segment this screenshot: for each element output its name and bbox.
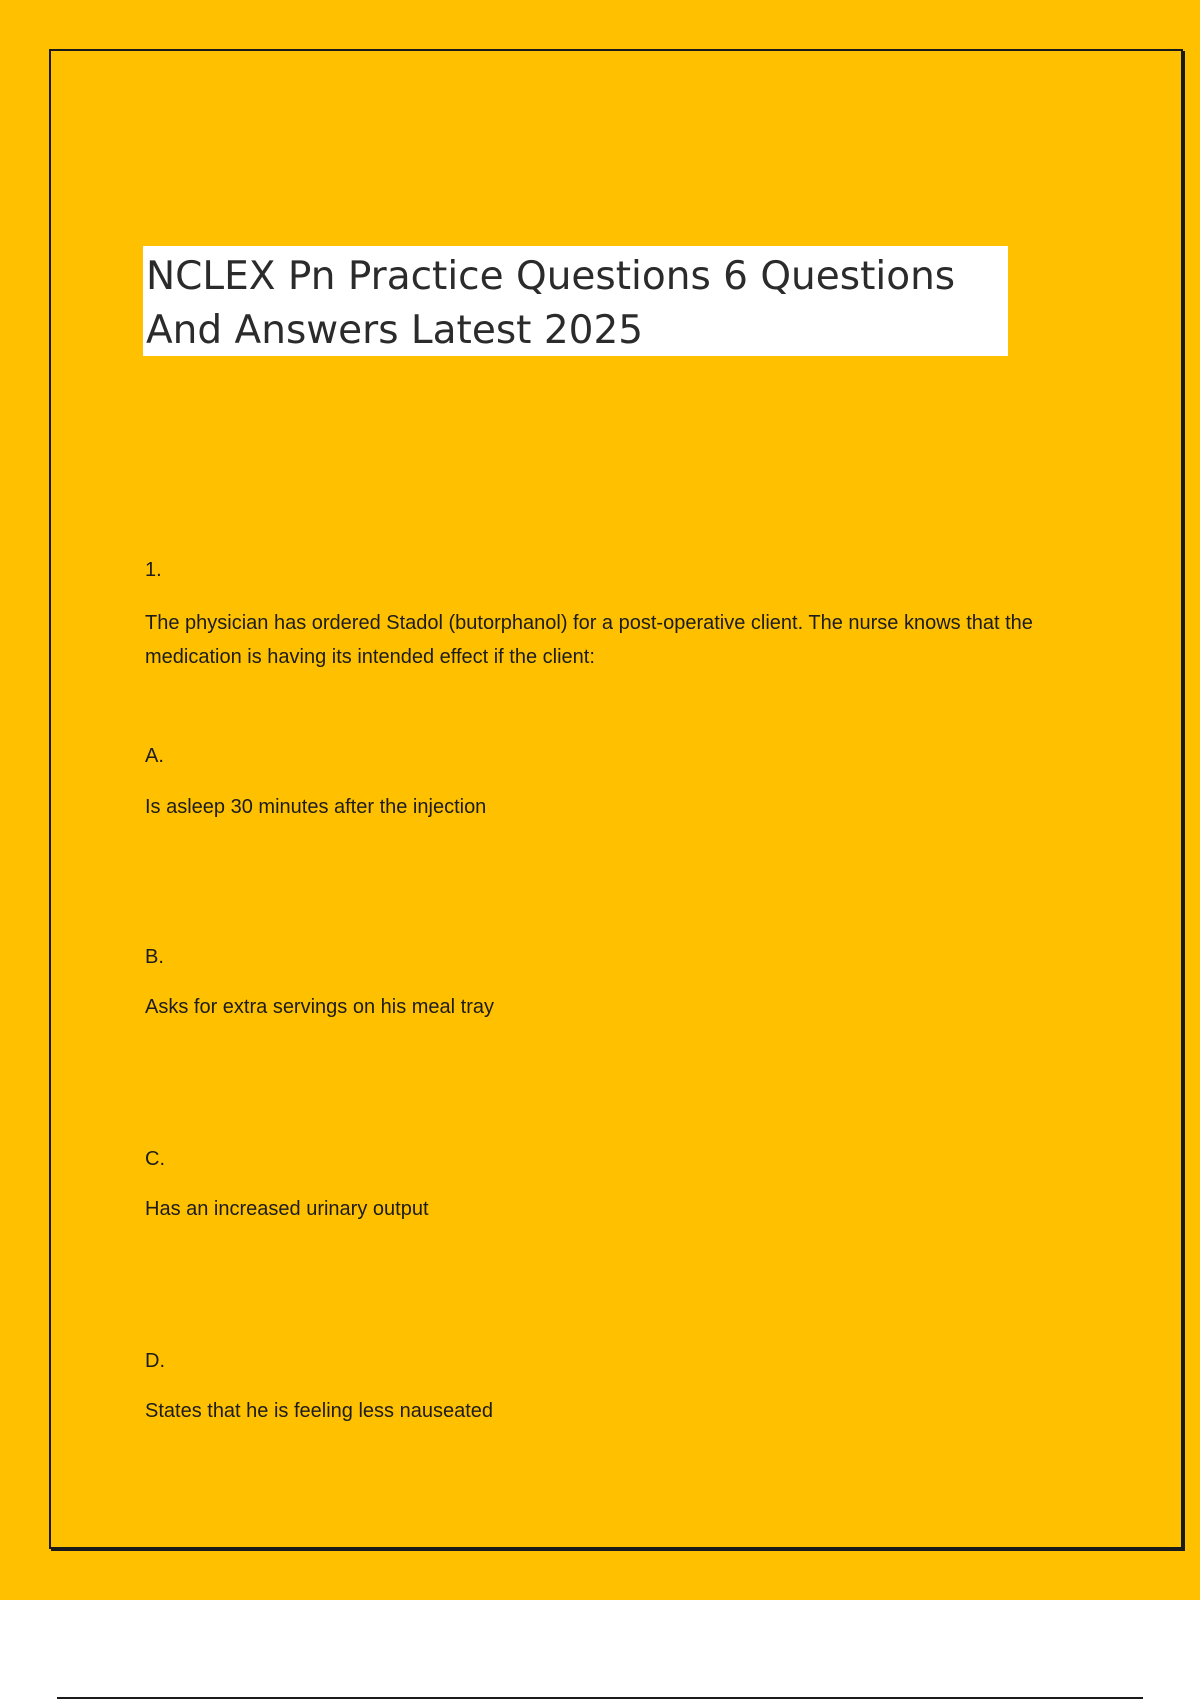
question-text: The physician has ordered Stadol (butorphanol) for a post-operative client. The nurse knows that the medication is having its intended effect if the client: [145, 612, 1033, 668]
document-title: NCLEX Pn Practice Questions 6 Questions And Answers Latest 2025 [146, 254, 956, 353]
question-number: 1. [145, 559, 162, 581]
title-box [143, 246, 1008, 356]
option-c-text: Has an increased urinary output [145, 1198, 429, 1220]
option-d-letter: D. [145, 1350, 165, 1372]
option-a-letter: A. [145, 745, 164, 767]
option-a-text: Is asleep 30 minutes after the injection [145, 796, 487, 818]
option-c-letter: C. [145, 1148, 165, 1170]
option-b-text: Asks for extra servings on his meal tray [145, 996, 495, 1018]
option-b-letter: B. [145, 946, 164, 968]
bottom-divider [57, 1697, 1143, 1699]
option-d-text: States that he is feeling less nauseated [145, 1400, 494, 1422]
